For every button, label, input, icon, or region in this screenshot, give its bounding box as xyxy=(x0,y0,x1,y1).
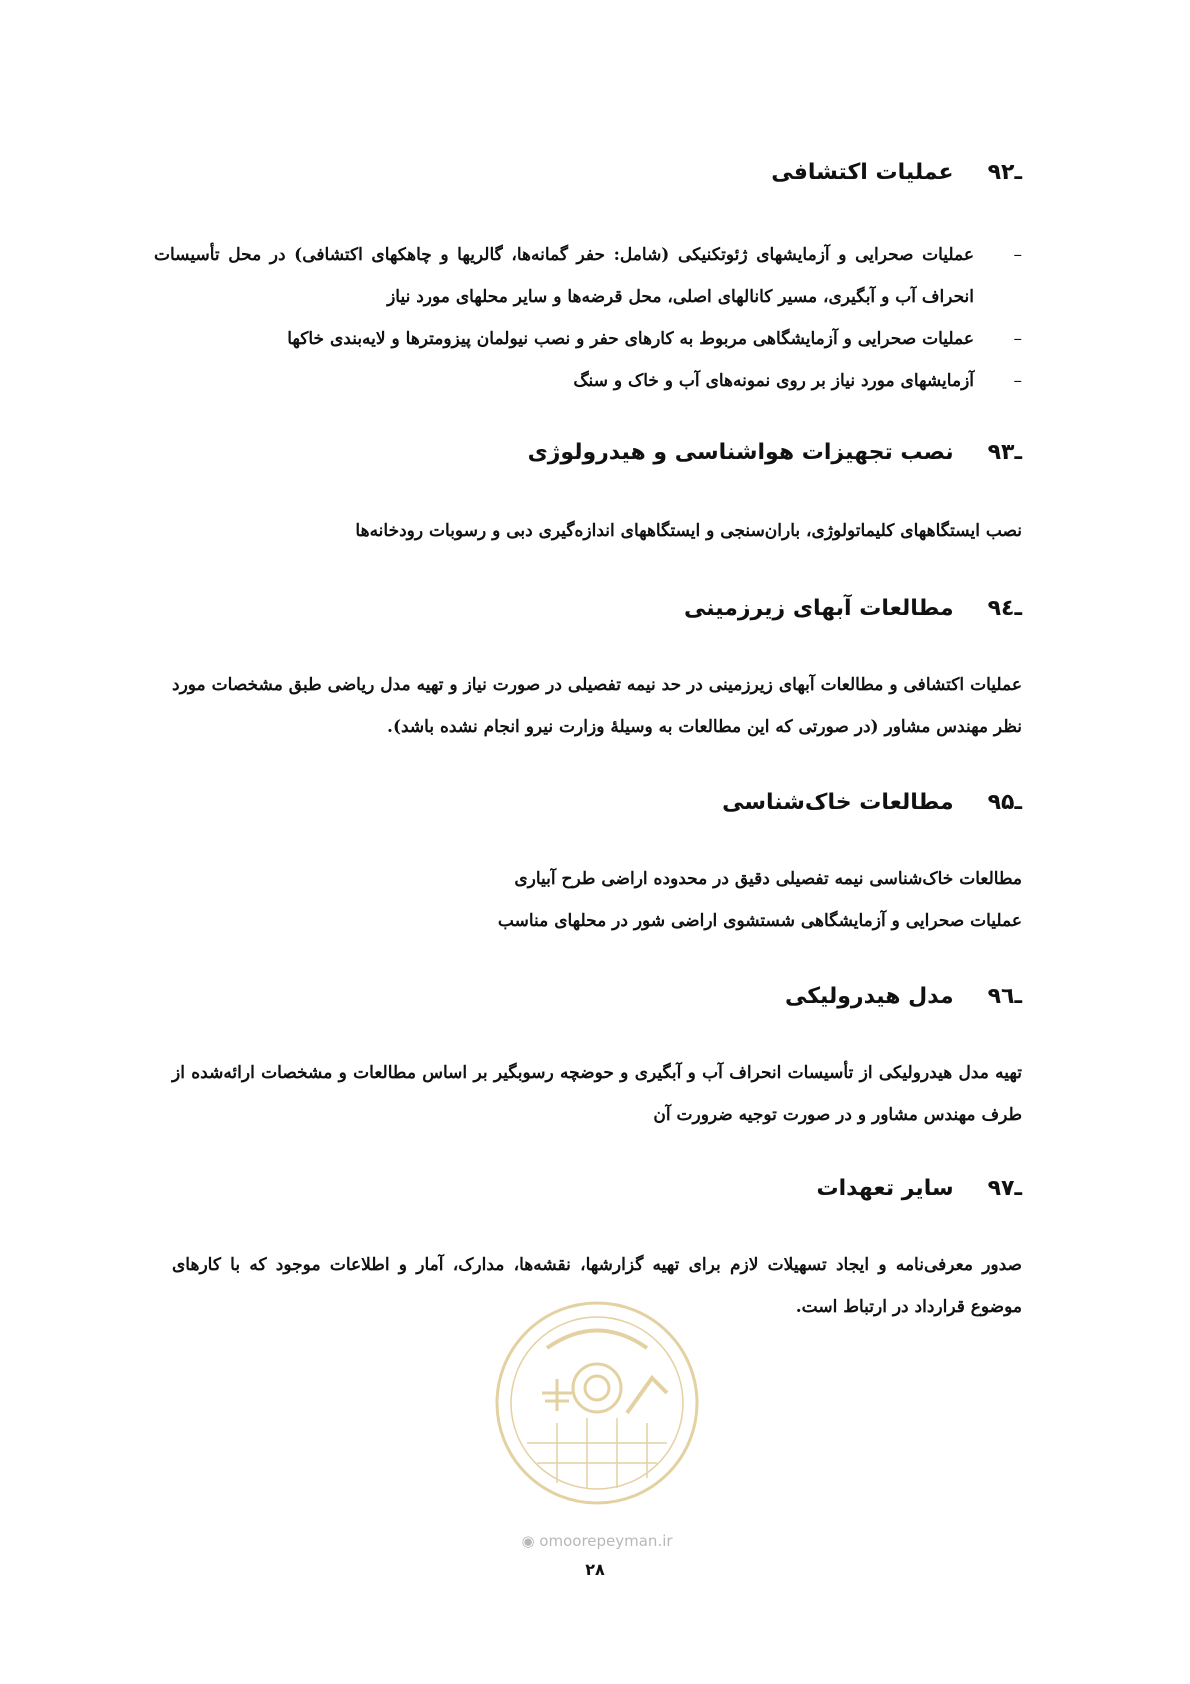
section-paragraph-9-5-line-2: عملیات صحرایی و آزمایشگاهی شستشوی اراضی شور در محلهای مناسب xyxy=(497,911,1022,931)
section-title: مدل هیدرولیکی xyxy=(784,984,954,1009)
section-title: مطالعات آبهای زیرزمینی xyxy=(684,596,954,621)
bullet-dash: – xyxy=(1013,371,1022,391)
list-item-text: عملیات صحرایی و آزمایشگاهی مربوط به کارهای حفر و نصب نیولمان پیزومترها و لایه‌بندی خاکها xyxy=(287,329,974,349)
watermark-url: ◉ omoorepeyman.ir xyxy=(521,1532,673,1550)
section-paragraph-9-5-line-1: مطالعات خاک‌شناسی نیمه تفصیلی دقیق در محدوده اراضی طرح آبیاری xyxy=(514,869,1022,889)
list-item xyxy=(154,234,1022,318)
bullet-dash: – xyxy=(1013,245,1022,265)
list-item-text: عملیات صحرایی و آزمایشهای ژئوتکنیکی (شامل: حفر گمانه‌ها، گالریها و چاهکهای اکتشافی) در محل تأسیسات انحراف آب و آبگیری، مسیر کانالهای اصلی، محل قرضه‌ها و سایر محلهای مورد نیاز xyxy=(154,245,974,307)
watermark-seal-icon xyxy=(487,1293,707,1513)
section-heading-9-6 xyxy=(785,984,1022,1009)
section-paragraph-9-7: صدور معرفی‌نامه و ایجاد تسهیلات لازم برای تهیه گزارشها، نقشه‌ها، مدارک، آمار و اطلاعات موجود که با کارهای موضوع قرارداد در ارتباط است. xyxy=(172,1255,1022,1317)
globe-icon: ◉ xyxy=(521,1532,540,1550)
section-title: عملیات اکتشافی xyxy=(771,160,954,185)
list-item xyxy=(154,318,1022,360)
section-heading-9-7 xyxy=(817,1176,1022,1201)
section-number: ۹ـ۳ xyxy=(987,440,1022,465)
section-number: ۹ـ۵ xyxy=(987,790,1022,815)
section-heading-9-4 xyxy=(684,596,1022,621)
list-item-text: آزمایشهای مورد نیاز بر روی نمونه‌های آب و خاک و سنگ xyxy=(573,371,974,391)
section-number: ۹ـ٦ xyxy=(987,984,1022,1009)
section-paragraph-9-6: تهیه مدل هیدرولیکی از تأسیسات انحراف آب و آبگیری و حوضچه رسوبگیر بر اساس مطالعات و مشخصات ارائه‌شده از طرف مهندس مشاور و در صورت توجیه ضرورت آن xyxy=(172,1063,1022,1125)
exploration-list xyxy=(154,234,1022,402)
section-number: ۹ـ٤ xyxy=(987,596,1022,621)
section-number: ۹ـ۷ xyxy=(987,1176,1022,1201)
section-title: سایر تعهدات xyxy=(816,1176,954,1201)
section-heading-9-3 xyxy=(528,440,1022,465)
bullet-dash: – xyxy=(1013,329,1022,349)
page-number: ۲۸ xyxy=(585,1560,605,1579)
list-item xyxy=(154,360,1022,402)
section-title: نصب تجهیزات هواشناسی و هیدرولوژی xyxy=(527,440,954,465)
section-title: مطالعات خاک‌شناسی xyxy=(722,790,954,815)
section-paragraph-9-3: نصب ایستگاههای کلیماتولوژی، باران‌سنجی و ایستگاههای اندازه‌گیری دبی و رسوبات رودخانه‌ها xyxy=(355,521,1022,541)
section-heading-9-2 xyxy=(771,160,1022,185)
section-number: ۹ـ۲ xyxy=(987,160,1022,185)
section-heading-9-5 xyxy=(722,790,1022,815)
section-paragraph-9-4: عملیات اکتشافی و مطالعات آبهای زیرزمینی در حد نیمه تفصیلی در صورت نیاز و تهیه مدل ریاضی طبق مشخصات مورد نظر مهندس مشاور (در صورتی که این مطالعات به وسیلهٔ وزارت نیرو انجام نشده باشد). xyxy=(172,675,1022,737)
